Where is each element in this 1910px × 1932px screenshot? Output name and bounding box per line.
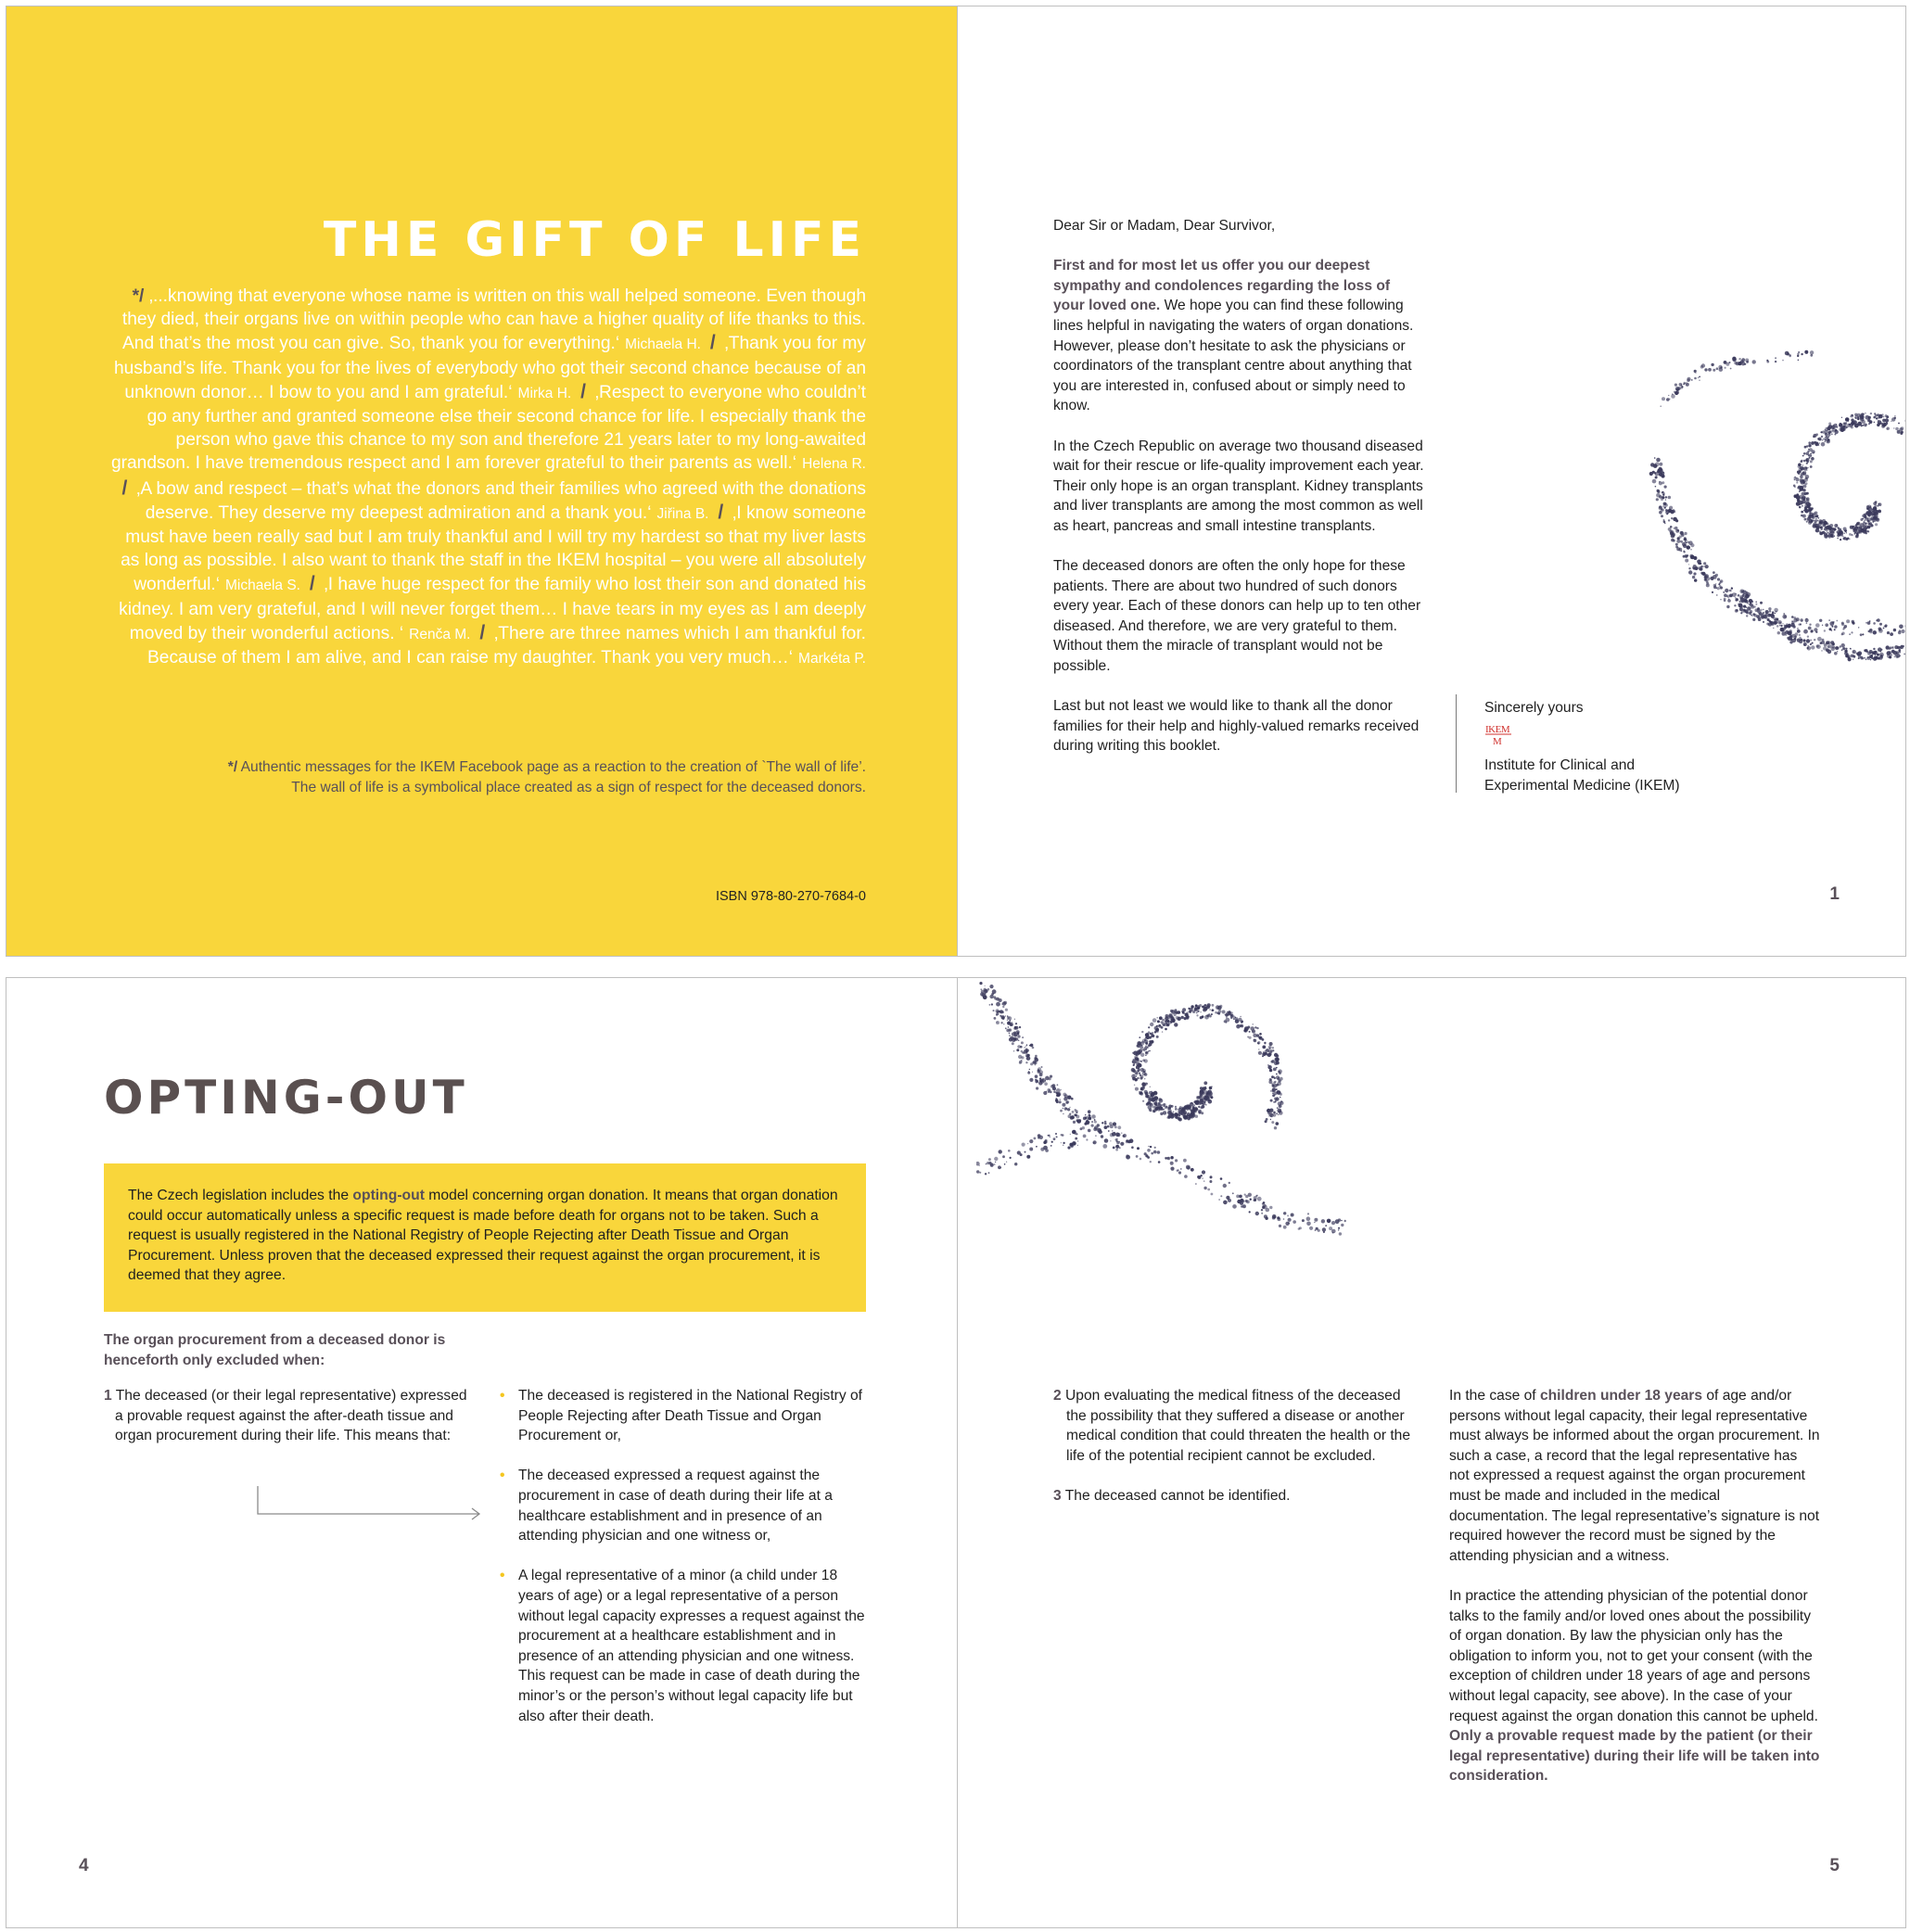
page-gift-of-life (6, 6, 957, 956)
quote-separator: / (575, 380, 592, 402)
particle-swirl-decoration (976, 978, 1384, 1256)
footnote (69, 757, 866, 798)
quote-author: Michaela S. (225, 578, 300, 594)
quote-text: ‚Respect to everyone who couldn’t go any further and granted someone else their second chance for life. I especially thank the person who gave this chance to my son and therefore 21 years later to my long-awaited grandson. I have tremendous respect and I am forever grateful to their parents as well.‘ (110, 382, 866, 474)
quote-text: ‚A bow and respect – that’s what the donors and their families who agreed with the donations deserve. They deserve my deepest admiration and a thank you.‘ (136, 478, 866, 523)
quote-author: Michaela H. (625, 337, 701, 353)
opting-out-summary-box (104, 1163, 866, 1312)
ikem-logo-icon (1484, 722, 1512, 746)
explanation-column (1449, 1386, 1820, 1806)
svg-text:M: M (1493, 735, 1502, 746)
children-after: of age and/or persons without legal capacity, their legal representative must always be informed about the organ procurement. In such a case, a record that the legal representative has not expressed a request against the organ procurement must be made and included in the medical documentation. The legal representative’s signature is not required however the record must be signed by the attending physician and a witness. (1449, 1388, 1820, 1564)
gift-quotes (108, 285, 866, 670)
letter-greeting: Dear Sir or Madam, Dear Survivor, (1053, 218, 1276, 234)
quote-text: ‚I have huge respect for the family who lost their son and donated his kidney. I am very grateful, and I will never forget them… I have tears in my eyes as I am deeply moved by their wonderful actions. ‘ (119, 575, 866, 643)
quote-text: ‚I know someone must have been really sad but I am truly thankful and I will try my hardest so that my liver lasts as long as possible. I also want to thank the staff in the IKEM hospital – you were all absolutely wonderful.‘ (121, 502, 866, 595)
practice-text: In practice the attending physician of the potential donor talks to the family and/or loved ones about the possibility of organ donation. By law the physician only has the obligation to inform you, not to get your consent (with the exception of children under 18 years of age and persons without legal capacity, see above). In the case of your request against the organ donation this cannot be upheld. (1449, 1587, 1818, 1724)
list-item (500, 1566, 871, 1726)
opting-out-title: OPTING-OUT (104, 1071, 468, 1125)
bullet-icon: • (500, 1468, 505, 1484)
quote-mark: */ (132, 286, 149, 306)
letter-body (1053, 216, 1424, 777)
excluded-heading: The organ procurement from a deceased donor is henceforth only excluded when: (104, 1332, 446, 1368)
quote-author: Renča M. (409, 626, 471, 642)
letter-p1-strong: First and for most let us offer you our deepest sympathy and condolences regarding the loss of your loved one. (1053, 258, 1391, 314)
letter-p1-rest: We hope you can find these following lines helpful in navigating the waters of organ donations. However, please don’t hesitate to ask the physicians or coordinators of the transplant centre about anything that you are interested in, confused about or simply need to know. (1053, 298, 1414, 414)
children-before: In the case of (1449, 1388, 1540, 1404)
conditions-column (1053, 1386, 1415, 1526)
children-strong: children under 18 years (1539, 1388, 1703, 1404)
page-number: 1 (1829, 884, 1840, 904)
page-letter (957, 6, 1906, 956)
children-paragraph (1449, 1386, 1820, 1566)
quote-separator: / (303, 573, 321, 595)
quote-author: Helena R. (802, 456, 866, 473)
bullet-icon: • (500, 1568, 505, 1584)
signature-divider (1456, 694, 1457, 793)
ikem-logo-text: IKEM (1485, 723, 1510, 735)
quote-author: Mirka H. (517, 385, 572, 401)
quote-separator: / (704, 332, 721, 354)
letter-paragraph-3: The deceased donors are often the only hope for these patients. There are about two hundred of such donors every year. Each of these donors can help up to ten other diseased. And therefore, we are very grateful to them. Without them the miracle of transplant would not be possible. (1053, 558, 1421, 675)
item-text: Upon evaluating the medical fitness of the deceased the possibility that they suffered a disease or another medical condition that could threaten the health or the life of the potential recipient cannot be excluded. (1065, 1388, 1411, 1464)
particle-swirl-decoration (1644, 350, 1906, 767)
letter-paragraph-2: In the Czech Republic on average two thousand diseased wait for their rescue or life-quality improvement each year. Their only hope is an organ transplant. Kidney transplants and liver transplants are among the most common as well as heart, pancreas and small intestine transplants. (1053, 438, 1424, 534)
list-item (500, 1386, 871, 1446)
footnote-mark: */ (227, 759, 238, 775)
isbn: ISBN 978-80-270-7684-0 (715, 889, 866, 904)
quote-text: ‚Thank you for my husband’s life. Thank you for the lives of everybody who got their second chance because of an unknown donor… I bow to you and I am grateful.‘ (113, 334, 866, 402)
quote-separator: / (474, 621, 490, 643)
letter-paragraph-4: Last but not least we would like to thank all the donor families for their help and highly-valued remarks received during writing this booklet. (1053, 698, 1420, 755)
quote-text: ‚...knowing that everyone whose name is written on this wall helped someone. Even though they died, their organs live on within people who can have a higher quality of life thanks to this. And that’s the most you can give. So, thank you for everything.‘ (121, 286, 866, 354)
quote-separator: / (712, 501, 730, 523)
item-text: The deceased (or their legal representative) expressed a provable request against the after-death tissue and organ procurement during their life. This means that: (115, 1388, 467, 1444)
item-number: 3 (1053, 1487, 1062, 1504)
quote-text: ‚There are three names which I am thankful for. Because of them I am alive, and I can raise my daughter. Thank you very much…‘ (146, 623, 866, 668)
bullet-icon: • (500, 1388, 505, 1404)
box-text-before: The Czech legislation includes the (128, 1188, 353, 1203)
condition-bullet-list (500, 1386, 871, 1747)
list-item-text: A legal representative of a minor (a child under 18 years of age) or a legal representative of a person without legal capacity expresses a request against the procurement at a healthcare establishment and in presence of an attending physician and one witness. This request can be made in case of death during the minor’s or the person’s without legal capacity life but also after their death. (518, 1568, 865, 1724)
institution-line2: Experimental Medicine (IKEM) (1484, 777, 1680, 794)
page-number: 4 (79, 1856, 89, 1875)
arrow-right-icon (257, 1486, 484, 1523)
spread-bottom (6, 977, 1906, 1928)
item-text: The deceased cannot be identified. (1064, 1487, 1291, 1504)
institution-line1: Institute for Clinical and (1484, 757, 1636, 774)
footnote-line1: Authentic messages for the IKEM Facebook page as a reaction to the creation of `The wall of life’. (240, 759, 866, 775)
condition-item-1 (104, 1386, 467, 1446)
condition-item-3 (1053, 1486, 1415, 1506)
letter-paragraph-1 (1053, 256, 1424, 416)
item-number: 1 (104, 1388, 112, 1404)
list-item-text: The deceased expressed a request against the procurement in case of death during their life at a healthcare establishment and in presence of an attending physician and one witness or, (518, 1468, 833, 1544)
page-number: 5 (1829, 1856, 1840, 1875)
list-item-text: The deceased is registered in the National Registry of People Rejecting after Death Tissue and Organ Procurement or, (518, 1388, 862, 1444)
quote-author: Markéta P. (798, 651, 866, 667)
condition-item-2 (1053, 1386, 1415, 1466)
gift-title: THE GIFT OF LIFE (323, 212, 866, 268)
box-text-after: model concerning organ donation. It means that organ donation could occur automatically unless a specific request is made before death for organs not to be taken. Such a request is usually registered in the National Registry of People Rejecting after Death Tissue and Organ Procurement. Unless proven that the deceased expressed their request against the organ procurement, it is deemed that they agree. (128, 1188, 838, 1284)
footnote-line2: The wall of life is a symbolical place created as a sign of respect for the deceased donors. (291, 780, 866, 795)
sign-off: Sincerely yours (1484, 700, 1584, 716)
page-opting-out (6, 978, 957, 1927)
quote-separator: / (121, 477, 134, 499)
practice-strong: Only a provable request made by the patient (or their legal representative) during their life will be taken into consideration. (1449, 1728, 1820, 1785)
practice-paragraph (1449, 1586, 1820, 1786)
page-five (957, 978, 1906, 1927)
list-item (500, 1466, 871, 1545)
item-number: 2 (1053, 1388, 1062, 1404)
quote-author: Jiřina B. (656, 505, 709, 522)
spread-top (6, 6, 1906, 957)
box-highlight: opting-out (352, 1188, 425, 1203)
